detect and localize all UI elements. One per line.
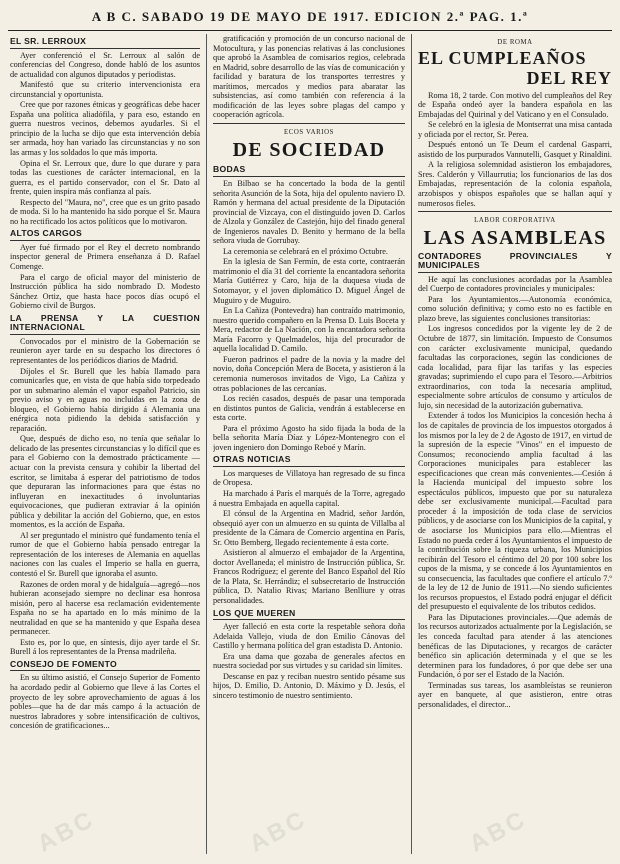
paragraph: Ayer falleció en esta corte la respetable señora doña Adelaida Vallejo, viuda de don Emilio Cánovas del Castillo y hermana política del gran estadista D. Antonio. (213, 622, 405, 651)
headline-asambleas: LAS ASAMBLEAS (423, 226, 607, 249)
paragraph: gratificación y promoción de un concurso nacional de Motocultura, y las ponencias relativas á las conclusiones que aprobó la Asamblea de comisarios regios, celebrada en Madrid, sobre desarrollo de las vías de comunicación y facilidad y baratura de los transportes terrestres y marítimos, mercados y medios para abaratar las subsistencias, así como también con referencia á la modificación de las leyes sobre plagas del campo y cooperación agrícola. (213, 34, 405, 120)
paragraph: En La Cañiza (Pontevedra) han contraído matrimonio, nuestro querido compañero en la Prensa D. Luis Boceta y Mera, redactor de La Nación, con la encantadora señorita María Facorro y Quelmadelos, hija del procurador de aquella localidad D. Camilo. (213, 306, 405, 354)
paragraph: Que, después de dicho eso, no tenía que señalar lo delicado de las presentes circunstancias y lo difícil que es para el Gobierno con la demostrado prácticamente —actuar con la prevista censura y cohibir la libertad del escritor, se limitaba á esperar del patriotismo de todos que depuraran las informaciones para que éstas no influyeran en inexactitudes ó involuntarias equivocaciones, que pudieran extraviar á la opinión pública y debilitar la acción del Gobierno, que, en estos momentos, es la acción de España. (10, 434, 200, 530)
paragraph: Díjoles el Sr. Burell que les había llamado para comunicarles que, en vista de que había sido torpedeado por un submarino alemán el vapor español Patricio, sin previo aviso y en aguas no incluidas en la zona de bloqueo, el Gobierno había dirigido á Alemania una enérgica nota pidiendo la debida satisfacción y reparación. (10, 366, 200, 433)
column-separator-1 (206, 34, 207, 854)
paragraph: Para el cargo de oficial mayor del ministerio de Instrucción pública ha sido nombrado D. Modesto Sánchez Ortiz, que hasta hace pocos días ocupó el Gobierno civil de Burgos. (10, 272, 200, 311)
heading-contadores: CONTADORES PROVINCIALES Y MUNICIPALES (418, 252, 612, 273)
paragraph: Respecto del "Maura, no", cree que es un grito pasado de moda. Si lo ha mantenido ha sido porque el Sr. Maura no ha rectificado los actos políticos que lo motivaron. (10, 197, 200, 226)
heading-lerroux: EL SR. LERROUX (10, 37, 200, 49)
headline-del-rey: DEL REY (526, 67, 612, 88)
divider (213, 123, 405, 124)
heading-los-que-mueren: LOS QUE MUEREN (213, 609, 405, 621)
paragraph: Extender á todos los Municipios la concesión hecha á los de capitales de provincia de los impuestos otorgados á los mismos por la ley de 2 de Agosto de 1917, en virtud de la supresión de la especie "Vinos" en el impuesto de Consumos; reconociendo amplia facultad á las Corporaciones municipales para establecer las especificaciones que crean más convenientes.—Cesión á la Hacienda municipal del impuesto sobre los espectáculos públicos, impuesto que por su naturaleza debe ser exclusivamente municipal.—Facultad para proceder á la imposición de toda clase de servicios públicos, y de asociarse con los Municipios de la capital, y de asociarse los Municipios para ello.—Mientras el Estado no pueda ceder á los Ayuntamientos el impuesto de la contribución sobre la riqueza urbana, los Municipios recibirán del Tesoro el céntimo del 20 por 100 sobre los cupos de la misma, y se concede á los Ayuntamientos en su consecuencia, las facultades que confiere el artículo 7.º de la ley de 12 de Junio de 1911.—No siendo suficientes los recursos propuestos, el Estado podrá enjugar el déficit del presupuesto el equivalente de los tributos cedidos. (418, 411, 612, 612)
divider (418, 211, 612, 212)
paragraph: He aquí las conclusiones acordadas por la Asamblea del Cuerpo de contadores provinciales y municipales: (418, 274, 612, 294)
paragraph: En Bilbao se ha concertado la boda de la gentil señorita Asunción de la Sota, hija del opulento naviero D. Ramón y hermana del actual presidente de la Diputación provincial de Vizcaya, con el distinguido joven D. Carlos de Alzola y González de Castejón, hijo del finado general de Ingenieros navales D. Benito y hermano de la bella señora viuda de Gorrubay. (213, 179, 405, 246)
newspaper-masthead (8, 4, 612, 31)
section-headline: DE SOCIEDAD (232, 139, 386, 162)
paragraph: Se celebró en la iglesia de Montserrat una misa cantada y oficiada por el rector, Sr. Perea. (418, 120, 612, 139)
paragraph: Terminadas sus tareas, los asambleístas se reunieron ayer en banquete, al que asistieron, entre otras personalidades, el director... (418, 680, 612, 709)
heading-prensa: LA PRENSA Y LA CUESTION INTERNACIONAL (10, 314, 200, 335)
heading-altos-cargos: ALTOS CARGOS (10, 229, 200, 241)
paragraph: Para los Ayuntamientos.—Autonomía económica, como solución definitiva; y como esto no es factible en plazo breve, las siguientes conclusiones transitorias: (418, 294, 612, 323)
paragraph: Opina el Sr. Lerroux que, dure lo que durare y para todas las cuestiones de carácter internacional, en la guerra, es el partido conservador, con el Sr. Dato al frente, quien inspira más confianza al país. (10, 158, 200, 197)
masthead-title: A B C. SABADO 19 DE MAYO DE 1917. EDICION 2.ª PAG. 1.ª (91, 9, 529, 24)
paragraph: Ayer conferenció el Sr. Lerroux al salón de conferencias del Congreso, donde habló de los asuntos de actualidad con algunos diputados y periodistas. (10, 50, 200, 79)
paragraph: La ceremonia se celebrará en el próximo Octubre. (223, 246, 388, 256)
paragraph: Razones de orden moral y de hidalguía—agregó—nos hubieran aconsejado siempre no declinar esa honrosa misión, pero al hacerse esa reclamación evidentemente España no se ha apartado en lo más mínimo de la neutralidad en que se ha mantenido y que España desea permanecer. (10, 579, 200, 637)
abc-watermark: ABC (32, 805, 100, 858)
paragraph: Cree que por razones étnicas y geográficas debe hacer España una política aliadófila, y para eso, estando en guerra nuestros vecinos, debemos ayudarles. Si el principio de la lucha se dijo que esta intervención debía ser armada, hoy han variado las circunstancias y no son las armas y los soldados lo que más importa. (10, 100, 200, 158)
paragraph: El cónsul de la Argentina en Madrid, señor Jardón, obsequió ayer con un almuerzo en su quinta de Villalba al presidente de la Cámara de Comercio argentina en París, Sr. Otto Bemberg, llegado recientemente á esta corte. (213, 509, 405, 547)
column-separator-2 (411, 34, 412, 854)
paragraph: Asistieron al almuerzo el embajador de la Argentina, doctor Avellaneda; el ministro de Instrucción pública, Sr. Francos Rodríguez; el gerente del Banco Español del Río de la Plata, Sr. Herrándiz; el subsecretario de Instrucción pública, D. Natalio Rivas; Mariano Benlliure y otras personalidades. (213, 548, 405, 605)
paragraph: Los recién casados, después de pasar una temporada en distintos puntos de Galicia, vendrán á establecerse en esta corte. (213, 394, 405, 423)
paragraph: Manifestó que su criterio intervencionista era circunstancial y oportunista. (10, 80, 200, 99)
section-kicker: ECOS VARIOS (284, 128, 334, 136)
paragraph: En su último asistió, el Consejo Superior de Fomento ha acordado pedir al Gobierno que lleve á las Cortes el proyecto de ley sobre aprovechamiento de aguas á los pobles—que ha de dar más campo á la actuación de nuestros labradores y sobre intensificación de cultivos, concesión de gratificaciones... (10, 673, 200, 731)
paragraph: Esto es, por lo que, en síntesis, dijo ayer tarde el Sr. Burell á los representantes de la Prensa madrileña. (10, 637, 200, 657)
heading-fomento: CONSEJO DE FOMENTO (10, 660, 200, 672)
paragraph: A la religiosa solemnidad asistieron los embajadores, Sres. Calderón y Villaurrutia; los funcionarios de las dos Embajadas, representación de la colonia española, arzobispos y obispos españoles que se hallan aquí y numerosos fieles. (418, 160, 612, 208)
abc-watermark: ABC (464, 805, 532, 858)
paragraph: Después entonó un Te Deum el cardenal Gasparri, asistido de los purpurados Vannutelli, Gasquet y Rinaldini. (418, 140, 612, 159)
paragraph: Para el próximo Agosto ha sido fijada la boda de la bella señorita María Díaz y López-Montenegro con el joven ingeniero don Domingo Reboé y Marín. (213, 423, 405, 452)
paragraph: Fueron padrinos el padre de la novia y la madre del novio, doña Concepción Mera de Boceta, y asistieron á la ceremonia numerosos invitados de Vigo, La Cañiza y otras poblaciones de las cercanías. (213, 354, 405, 393)
paragraph: Para las Diputaciones provinciales.—Que además de los recursos autorizados actualmente por la Legislación, se les conceda facultad para atender á las atenciones benéficas de las Diputaciones, y recargos de carácter benéfico sin aplicación determinada y el que se les determinen para los fundadores, ó por que debe ser una Fundación, ó por ser el Estado de la Nación. (418, 612, 612, 680)
abc-watermark: ABC (244, 805, 312, 858)
headline-cumpleanos: EL CUMPLEAÑOS (418, 47, 587, 68)
column-3 (418, 34, 612, 854)
column-2 (213, 34, 405, 854)
paragraph: Descanse en paz y reciban nuestro sentido pésame sus hijos, D. Emilio, D. Antonio, D. Máximo y D. Jesús, el sincero testimonio de nuestro sentimiento. (213, 671, 405, 700)
column-1 (10, 34, 200, 854)
section-kicker: LABOR CORPORATIVA (474, 217, 556, 225)
heading-bodas: BODAS (213, 165, 405, 177)
paragraph: Era una dama que gozaba de generales afectos en nuestra sociedad por sus virtudes y su caridad sin límites. (213, 651, 405, 671)
paragraph: Los marqueses de Villatoya han regresado de su finca de Oropesa. (213, 468, 405, 488)
paragraph: Los ingresos concedidos por la vigente ley de 2 de Octubre de 1877, sin limitación. Impuesto de Consumos con carácter exclusivamente municipal, quedando facultadas las corporaciones, según las condiciones de cada localidad, para fijar las tarifas y las especies gravadas; suprimiendo el cupo para el Tesoro.—Arbitrios extraordinarios, con toda la necesaria amplitud, especialmente sobre artículos de consumo y artículos de lujo, sin necesidad de la autorización gubernativa. (418, 324, 612, 410)
paragraph: Ha marchado á París el marqués de la Torre, agregado á nuestra Embajada en aquella capital. (213, 488, 405, 508)
paragraph: Convocados por el ministro de la Gobernación se reunieron ayer tarde en su despacho los directores ó representantes de los periódicos diarios de Madrid. (10, 336, 200, 365)
paragraph: Ayer fué firmado por el Rey el decreto nombrando inspector general de Primera enseñanza á D. Rafael Comenge. (10, 242, 200, 272)
paragraph: Roma 18, 2 tarde. Con motivo del cumpleaños del Rey de España ondeó ayer la bandera española en las Embajadas del Quirinal y del Vaticano y en el Consulado. (418, 90, 612, 119)
section-kicker: DE ROMA (497, 39, 533, 46)
paragraph: En la iglesia de San Fermín, de esta corte, contraerán matrimonio el día 31 del corriente la encantadora señorita María Gutiérrez y Caro, hija de la duquesa viuda de Sotomayor, y el joven diplomático D. Miguel Ángel de Muguiro y de Muguiro. (213, 257, 405, 305)
paragraph: Al ser preguntado el ministro qué fundamento tenía el rumor de que el Gobierno había pensado entregar la representación de los intereses de Alemania en aquellas naciones con las cuales el Imperio se halla en guerra, contestó el Sr. Burell que ignoraba el asunto. (10, 530, 200, 578)
heading-otras-noticias: OTRAS NOTICIAS (213, 455, 405, 467)
